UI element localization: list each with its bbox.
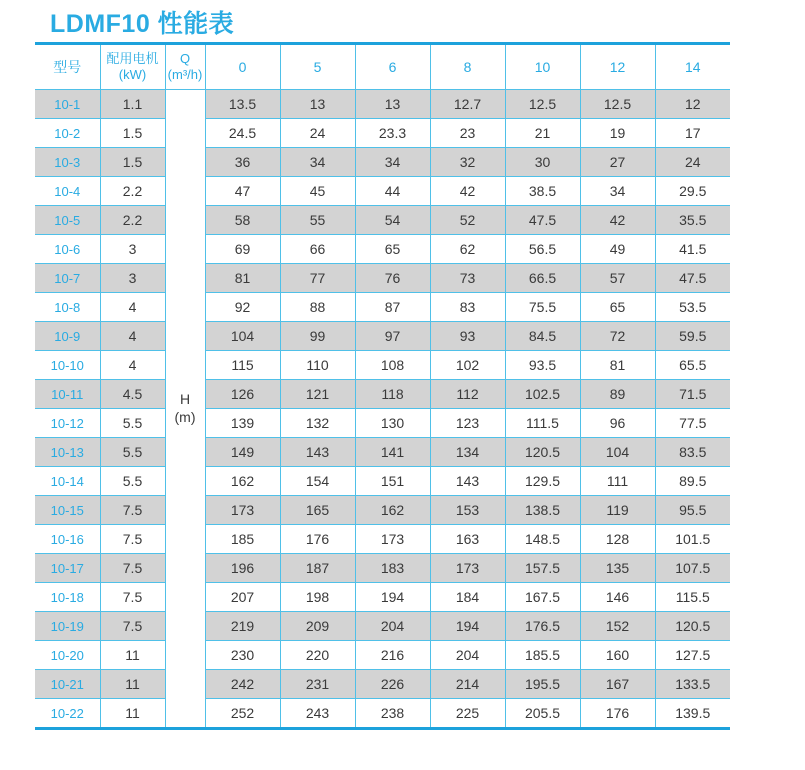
col-header-flow-10: 10 <box>505 44 580 90</box>
head-value-cell: 45 <box>280 177 355 206</box>
head-value-cell: 157.5 <box>505 554 580 583</box>
model-cell: 10-17 <box>35 554 100 583</box>
head-value-cell: 139.5 <box>655 699 730 729</box>
motor-power-cell: 7.5 <box>100 583 165 612</box>
head-value-cell: 151 <box>355 467 430 496</box>
table-row <box>35 351 730 380</box>
head-value-cell: 27 <box>580 148 655 177</box>
head-value-cell: 77 <box>280 264 355 293</box>
head-value-cell: 111 <box>580 467 655 496</box>
head-value-cell: 238 <box>355 699 430 729</box>
head-value-cell: 220 <box>280 641 355 670</box>
head-value-cell: 173 <box>430 554 505 583</box>
model-cell: 10-6 <box>35 235 100 264</box>
model-cell: 10-15 <box>35 496 100 525</box>
head-value-cell: 66.5 <box>505 264 580 293</box>
col-header-flow-rate-line2: (m³/h) <box>167 67 203 82</box>
table-row <box>35 264 730 293</box>
performance-table <box>35 42 730 730</box>
head-value-cell: 162 <box>355 496 430 525</box>
head-value-cell: 130 <box>355 409 430 438</box>
head-value-cell: 163 <box>430 525 505 554</box>
head-value-cell: 162 <box>205 467 280 496</box>
col-header-flow-5: 5 <box>280 44 355 90</box>
head-value-cell: 207 <box>205 583 280 612</box>
head-value-cell: 34 <box>280 148 355 177</box>
head-value-cell: 95.5 <box>655 496 730 525</box>
table-row <box>35 496 730 525</box>
head-value-cell: 75.5 <box>505 293 580 322</box>
motor-power-cell: 4 <box>100 293 165 322</box>
head-value-cell: 65 <box>355 235 430 264</box>
head-value-cell: 205.5 <box>505 699 580 729</box>
head-value-cell: 198 <box>280 583 355 612</box>
model-cell: 10-5 <box>35 206 100 235</box>
header-row <box>35 44 730 90</box>
head-value-cell: 47 <box>205 177 280 206</box>
head-value-cell: 242 <box>205 670 280 699</box>
model-cell: 10-14 <box>35 467 100 496</box>
head-value-cell: 107.5 <box>655 554 730 583</box>
motor-power-cell: 7.5 <box>100 554 165 583</box>
table-row <box>35 235 730 264</box>
head-value-cell: 118 <box>355 380 430 409</box>
table-row <box>35 612 730 641</box>
motor-power-cell: 2.2 <box>100 177 165 206</box>
head-value-cell: 34 <box>355 148 430 177</box>
head-value-cell: 66 <box>280 235 355 264</box>
model-cell: 10-9 <box>35 322 100 351</box>
head-unit-line1: H <box>179 391 191 407</box>
model-cell: 10-12 <box>35 409 100 438</box>
head-value-cell: 76 <box>355 264 430 293</box>
motor-power-cell: 1.5 <box>100 119 165 148</box>
head-value-cell: 141 <box>355 438 430 467</box>
head-value-cell: 81 <box>580 351 655 380</box>
head-value-cell: 120.5 <box>505 438 580 467</box>
motor-power-cell: 5.5 <box>100 438 165 467</box>
head-value-cell: 148.5 <box>505 525 580 554</box>
head-value-cell: 97 <box>355 322 430 351</box>
col-header-flow-0: 0 <box>205 44 280 90</box>
model-cell: 10-22 <box>35 699 100 729</box>
motor-power-cell: 7.5 <box>100 496 165 525</box>
head-value-cell: 185.5 <box>505 641 580 670</box>
head-unit-cell <box>165 90 205 729</box>
head-value-cell: 184 <box>430 583 505 612</box>
head-value-cell: 219 <box>205 612 280 641</box>
head-value-cell: 216 <box>355 641 430 670</box>
head-value-cell: 47.5 <box>655 264 730 293</box>
page-title: LDMF10 性能表 <box>50 10 235 38</box>
col-header-flow-14: 14 <box>655 44 730 90</box>
head-value-cell: 17 <box>655 119 730 148</box>
table-row <box>35 177 730 206</box>
head-value-cell: 226 <box>355 670 430 699</box>
head-value-cell: 69 <box>205 235 280 264</box>
head-value-cell: 65 <box>580 293 655 322</box>
table-row <box>35 119 730 148</box>
head-value-cell: 209 <box>280 612 355 641</box>
head-value-cell: 121 <box>280 380 355 409</box>
head-value-cell: 195.5 <box>505 670 580 699</box>
model-cell: 10-11 <box>35 380 100 409</box>
motor-power-cell: 2.2 <box>100 206 165 235</box>
col-header-flow-8: 8 <box>430 44 505 90</box>
head-value-cell: 36 <box>205 148 280 177</box>
motor-power-cell: 3 <box>100 235 165 264</box>
motor-power-cell: 11 <box>100 699 165 729</box>
head-value-cell: 134 <box>430 438 505 467</box>
model-cell: 10-20 <box>35 641 100 670</box>
head-value-cell: 32 <box>430 148 505 177</box>
motor-power-cell: 1.5 <box>100 148 165 177</box>
model-cell: 10-2 <box>35 119 100 148</box>
col-header-flow-6: 6 <box>355 44 430 90</box>
head-value-cell: 204 <box>430 641 505 670</box>
head-value-cell: 102 <box>430 351 505 380</box>
motor-power-cell: 1.1 <box>100 90 165 119</box>
head-value-cell: 52 <box>430 206 505 235</box>
head-value-cell: 92 <box>205 293 280 322</box>
head-value-cell: 160 <box>580 641 655 670</box>
table-body <box>35 90 730 729</box>
head-value-cell: 96 <box>580 409 655 438</box>
head-value-cell: 152 <box>580 612 655 641</box>
motor-power-cell: 7.5 <box>100 525 165 554</box>
head-value-cell: 59.5 <box>655 322 730 351</box>
model-cell: 10-10 <box>35 351 100 380</box>
head-value-cell: 83 <box>430 293 505 322</box>
head-value-cell: 115 <box>205 351 280 380</box>
col-header-model: 型号 <box>35 44 100 90</box>
head-value-cell: 19 <box>580 119 655 148</box>
head-value-cell: 126 <box>205 380 280 409</box>
head-value-cell: 187 <box>280 554 355 583</box>
motor-power-cell: 4 <box>100 351 165 380</box>
head-value-cell: 58 <box>205 206 280 235</box>
head-value-cell: 29.5 <box>655 177 730 206</box>
head-value-cell: 143 <box>280 438 355 467</box>
head-value-cell: 143 <box>430 467 505 496</box>
head-value-cell: 104 <box>205 322 280 351</box>
head-value-cell: 133.5 <box>655 670 730 699</box>
head-value-cell: 24 <box>280 119 355 148</box>
head-value-cell: 73 <box>430 264 505 293</box>
head-value-cell: 49 <box>580 235 655 264</box>
head-value-cell: 77.5 <box>655 409 730 438</box>
model-cell: 10-21 <box>35 670 100 699</box>
head-value-cell: 123 <box>430 409 505 438</box>
head-value-cell: 35.5 <box>655 206 730 235</box>
head-value-cell: 149 <box>205 438 280 467</box>
head-value-cell: 38.5 <box>505 177 580 206</box>
model-cell: 10-3 <box>35 148 100 177</box>
col-header-flow-12: 12 <box>580 44 655 90</box>
head-value-cell: 146 <box>580 583 655 612</box>
head-value-cell: 42 <box>580 206 655 235</box>
head-value-cell: 139 <box>205 409 280 438</box>
head-value-cell: 231 <box>280 670 355 699</box>
table-row <box>35 699 730 729</box>
head-value-cell: 23 <box>430 119 505 148</box>
col-header-motor-power-line2: (kW) <box>118 67 147 82</box>
head-value-cell: 252 <box>205 699 280 729</box>
head-value-cell: 13.5 <box>205 90 280 119</box>
head-value-cell: 119 <box>580 496 655 525</box>
head-value-cell: 112 <box>430 380 505 409</box>
head-value-cell: 99 <box>280 322 355 351</box>
motor-power-cell: 4 <box>100 322 165 351</box>
head-value-cell: 185 <box>205 525 280 554</box>
head-value-cell: 165 <box>280 496 355 525</box>
table-row <box>35 206 730 235</box>
table-row <box>35 293 730 322</box>
model-cell: 10-18 <box>35 583 100 612</box>
head-value-cell: 24.5 <box>205 119 280 148</box>
head-value-cell: 111.5 <box>505 409 580 438</box>
motor-power-cell: 7.5 <box>100 612 165 641</box>
head-value-cell: 110 <box>280 351 355 380</box>
head-value-cell: 173 <box>205 496 280 525</box>
table-row <box>35 554 730 583</box>
head-value-cell: 101.5 <box>655 525 730 554</box>
head-value-cell: 176 <box>580 699 655 729</box>
head-value-cell: 167.5 <box>505 583 580 612</box>
head-value-cell: 55 <box>280 206 355 235</box>
head-value-cell: 243 <box>280 699 355 729</box>
head-unit-line2: (m) <box>174 408 196 425</box>
table-row <box>35 90 730 119</box>
head-value-cell: 89 <box>580 380 655 409</box>
head-value-cell: 127.5 <box>655 641 730 670</box>
motor-power-cell: 5.5 <box>100 467 165 496</box>
head-value-cell: 23.3 <box>355 119 430 148</box>
head-value-cell: 81 <box>205 264 280 293</box>
head-value-cell: 71.5 <box>655 380 730 409</box>
head-value-cell: 30 <box>505 148 580 177</box>
head-value-cell: 135 <box>580 554 655 583</box>
head-value-cell: 34 <box>580 177 655 206</box>
head-value-cell: 83.5 <box>655 438 730 467</box>
head-value-cell: 230 <box>205 641 280 670</box>
model-cell: 10-16 <box>35 525 100 554</box>
head-value-cell: 41.5 <box>655 235 730 264</box>
head-value-cell: 87 <box>355 293 430 322</box>
table-row <box>35 525 730 554</box>
model-cell: 10-7 <box>35 264 100 293</box>
head-value-cell: 88 <box>280 293 355 322</box>
head-value-cell: 12.5 <box>580 90 655 119</box>
head-value-cell: 214 <box>430 670 505 699</box>
head-value-cell: 65.5 <box>655 351 730 380</box>
head-value-cell: 13 <box>280 90 355 119</box>
head-value-cell: 47.5 <box>505 206 580 235</box>
head-value-cell: 57 <box>580 264 655 293</box>
head-value-cell: 42 <box>430 177 505 206</box>
head-value-cell: 196 <box>205 554 280 583</box>
head-value-cell: 167 <box>580 670 655 699</box>
head-value-cell: 225 <box>430 699 505 729</box>
motor-power-cell: 4.5 <box>100 380 165 409</box>
motor-power-cell: 5.5 <box>100 409 165 438</box>
table-row <box>35 322 730 351</box>
head-value-cell: 12 <box>655 90 730 119</box>
table-row <box>35 380 730 409</box>
head-value-cell: 115.5 <box>655 583 730 612</box>
head-value-cell: 84.5 <box>505 322 580 351</box>
head-value-cell: 138.5 <box>505 496 580 525</box>
col-header-motor-power-line1: 配用电机 <box>106 51 159 67</box>
table-row <box>35 583 730 612</box>
head-value-cell: 72 <box>580 322 655 351</box>
head-value-cell: 153 <box>430 496 505 525</box>
head-value-cell: 21 <box>505 119 580 148</box>
model-cell: 10-19 <box>35 612 100 641</box>
head-value-cell: 93 <box>430 322 505 351</box>
col-header-motor-power <box>100 44 165 90</box>
table-row <box>35 438 730 467</box>
col-header-flow-rate-line1: Q <box>179 51 191 67</box>
model-cell: 10-4 <box>35 177 100 206</box>
head-value-cell: 12.7 <box>430 90 505 119</box>
head-value-cell: 132 <box>280 409 355 438</box>
table-row <box>35 467 730 496</box>
motor-power-cell: 11 <box>100 641 165 670</box>
head-value-cell: 183 <box>355 554 430 583</box>
head-value-cell: 120.5 <box>655 612 730 641</box>
head-value-cell: 54 <box>355 206 430 235</box>
table-row <box>35 148 730 177</box>
head-value-cell: 154 <box>280 467 355 496</box>
table-row <box>35 670 730 699</box>
head-value-cell: 204 <box>355 612 430 641</box>
head-value-cell: 173 <box>355 525 430 554</box>
head-value-cell: 176.5 <box>505 612 580 641</box>
head-value-cell: 102.5 <box>505 380 580 409</box>
motor-power-cell: 3 <box>100 264 165 293</box>
head-value-cell: 128 <box>580 525 655 554</box>
model-cell: 10-8 <box>35 293 100 322</box>
head-value-cell: 108 <box>355 351 430 380</box>
model-cell: 10-13 <box>35 438 100 467</box>
head-value-cell: 53.5 <box>655 293 730 322</box>
head-value-cell: 44 <box>355 177 430 206</box>
col-header-flow-rate <box>165 44 205 90</box>
motor-power-cell: 11 <box>100 670 165 699</box>
table-row <box>35 409 730 438</box>
head-value-cell: 12.5 <box>505 90 580 119</box>
head-value-cell: 194 <box>355 583 430 612</box>
head-value-cell: 62 <box>430 235 505 264</box>
head-value-cell: 129.5 <box>505 467 580 496</box>
head-value-cell: 89.5 <box>655 467 730 496</box>
table-row <box>35 641 730 670</box>
model-cell: 10-1 <box>35 90 100 119</box>
head-value-cell: 24 <box>655 148 730 177</box>
head-value-cell: 56.5 <box>505 235 580 264</box>
head-value-cell: 176 <box>280 525 355 554</box>
head-value-cell: 194 <box>430 612 505 641</box>
head-value-cell: 93.5 <box>505 351 580 380</box>
head-value-cell: 104 <box>580 438 655 467</box>
head-value-cell: 13 <box>355 90 430 119</box>
